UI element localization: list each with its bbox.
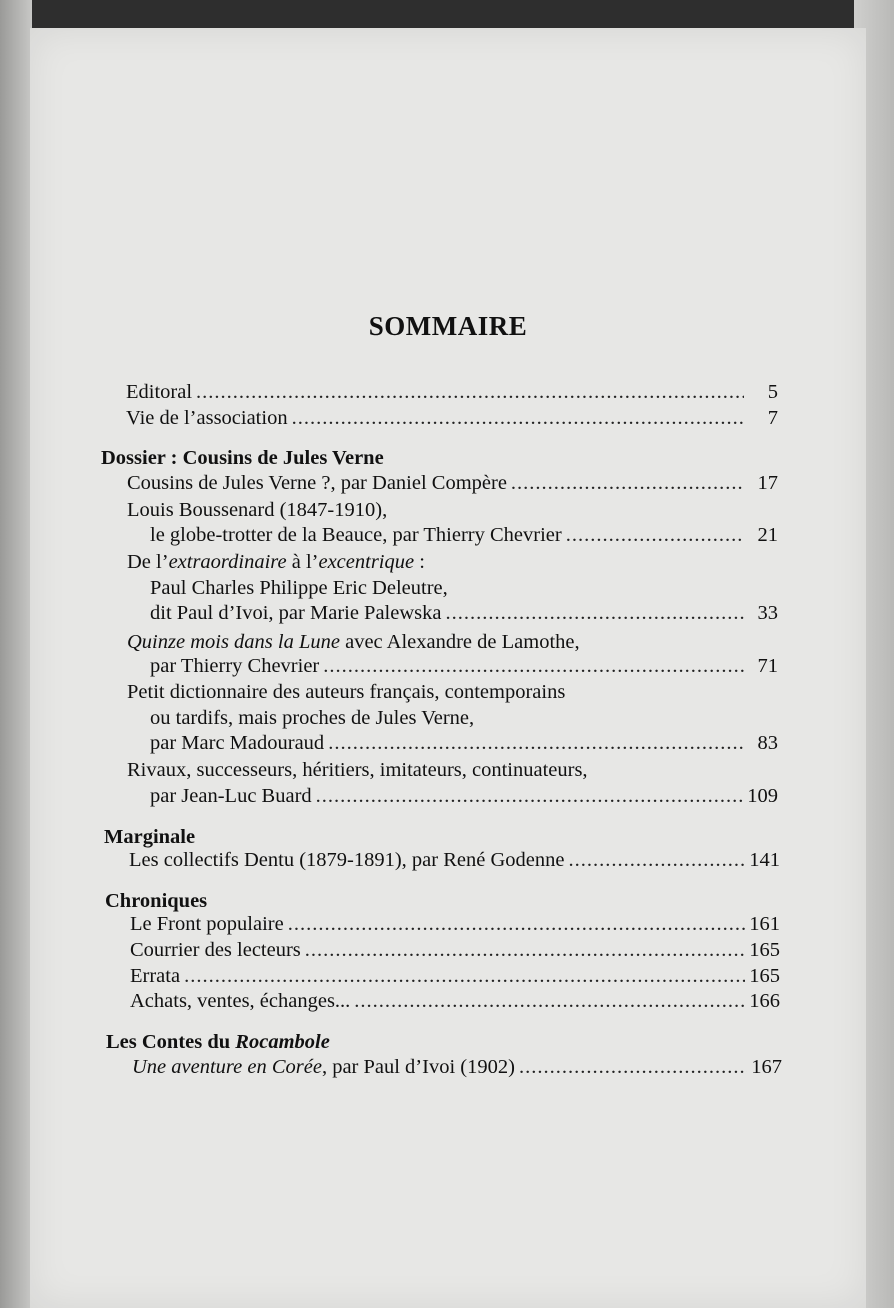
toc-page-number: 165	[749, 939, 780, 961]
italic-segment: Quinze mois dans la Lune	[127, 631, 340, 653]
page-title: SOMMAIRE	[368, 311, 528, 341]
leader-dots	[566, 523, 744, 547]
toc-page-number: 33	[757, 602, 778, 624]
toc-page-number: 71	[757, 655, 778, 677]
leader-dots	[328, 731, 744, 755]
leader-dots	[184, 964, 745, 988]
toc-entry-collectifs	[129, 848, 780, 872]
italic-segment: excentrique	[318, 551, 415, 573]
toc-label: par Jean-Luc Buard	[150, 785, 312, 807]
toc-label: Editoral	[126, 381, 193, 403]
toc-page-number: 109	[747, 785, 778, 807]
toc-entry-editorial	[126, 380, 778, 404]
leader-dots	[196, 380, 744, 404]
leader-dots	[316, 784, 744, 808]
italic-segment: Une aventure en Corée	[132, 1056, 322, 1078]
toc-entry-petit	[150, 731, 778, 755]
toc-label: Les collectifs Dentu (1879-1891), par René Godenne	[129, 849, 565, 871]
top-background	[0, 0, 894, 30]
leader-dots	[305, 938, 745, 962]
toc-label: par Thierry Chevrier	[150, 655, 320, 677]
toc-page-number: 167	[751, 1056, 782, 1078]
toc-label	[132, 1055, 515, 1079]
section-heading-marginale: Marginale	[104, 826, 196, 848]
toc-line-boussenard-1: Louis Boussenard (1847-1910),	[127, 499, 388, 521]
toc-page-number: 166	[749, 990, 780, 1012]
toc-entry-rivaux	[150, 784, 778, 808]
text-segment: :	[414, 551, 425, 573]
leader-dots	[519, 1055, 747, 1079]
toc-label: Le Front populaire	[130, 913, 284, 935]
toc-page-number: 21	[757, 524, 778, 546]
section-heading-contes	[106, 1030, 330, 1054]
leader-dots	[511, 471, 744, 495]
toc-label: Achats, ventes, échanges...	[130, 990, 351, 1012]
text-segment: à l’	[286, 551, 319, 573]
toc-entry-achats	[130, 989, 780, 1013]
italic-segment: extraordinaire	[168, 551, 287, 573]
toc-label: Errata	[130, 965, 181, 987]
toc-page-number: 141	[749, 849, 780, 871]
leader-dots	[354, 989, 745, 1013]
toc-label: Courrier des lecteurs	[130, 939, 301, 961]
leader-dots	[445, 601, 744, 625]
text-segment: De l’	[127, 551, 169, 573]
text-segment: Les Contes du	[106, 1031, 236, 1053]
toc-entry-front	[130, 912, 780, 936]
section-heading-chroniques: Chroniques	[105, 890, 208, 912]
text-segment: avec Alexandre de Lamothe,	[339, 631, 580, 653]
toc-label: Vie de l’association	[126, 407, 288, 429]
toc-entry-errata	[130, 964, 780, 988]
toc-label: le globe-trotter de la Beauce, par Thierry Chevrier	[150, 524, 562, 546]
toc-label: par Marc Madouraud	[150, 732, 325, 754]
toc-page-number: 165	[749, 965, 780, 987]
toc-entry-aventure	[132, 1055, 782, 1079]
leader-dots	[292, 406, 744, 430]
leader-dots	[323, 654, 744, 678]
toc-entry-association	[126, 406, 778, 430]
toc-page-number: 83	[757, 732, 778, 754]
toc-label: dit Paul d’Ivoi, par Marie Palewska	[150, 602, 442, 624]
toc-entry-courrier	[130, 938, 780, 962]
toc-page-number: 17	[757, 472, 778, 494]
toc-page-number: 7	[767, 407, 778, 429]
toc-line-quinze	[127, 630, 580, 654]
section-heading-dossier: Dossier : Cousins de Jules Verne	[101, 447, 384, 469]
leader-dots	[288, 912, 746, 936]
book-page	[30, 28, 866, 1308]
text-segment: , par Paul d’Ivoi (1902)	[321, 1056, 515, 1078]
toc-line-rivaux-1: Rivaux, successeurs, héritiers, imitateurs, continuateurs,	[127, 759, 588, 781]
toc-entry-cousins	[127, 471, 778, 495]
toc-page-number: 161	[749, 913, 780, 935]
toc-line-petit-1: Petit dictionnaire des auteurs français, contemporains	[127, 681, 566, 703]
toc-entry-palewska	[150, 601, 778, 625]
adjacent-page-edge	[0, 0, 32, 1308]
toc-entry-boussenard	[150, 523, 778, 547]
italic-segment: Rocambole	[235, 1031, 330, 1053]
toc-page-number: 5	[767, 381, 778, 403]
toc-line-petit-2: ou tardifs, mais proches de Jules Verne,	[150, 707, 475, 729]
toc-line-extraordinaire	[127, 550, 425, 574]
toc-line-deleutre: Paul Charles Philippe Eric Deleutre,	[150, 577, 448, 599]
leader-dots	[569, 848, 746, 872]
toc-label: Cousins de Jules Verne ?, par Daniel Compère	[127, 472, 507, 494]
toc-entry-quinze	[150, 654, 778, 678]
